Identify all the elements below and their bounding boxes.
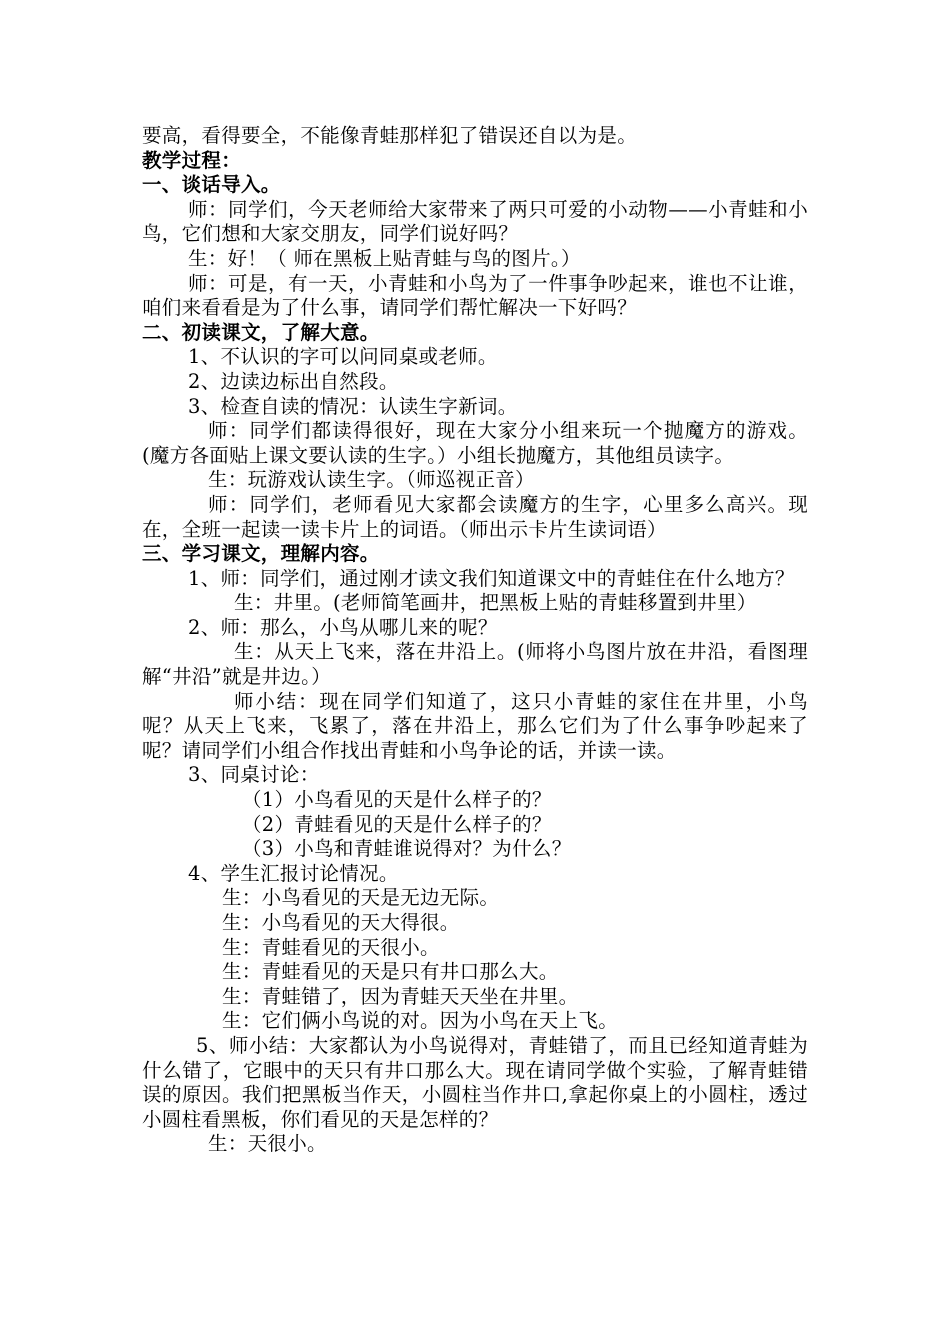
- paragraph: 师：同学们，老师看见大家都会读魔方的生字，心里多么高兴。现在，全班一起读一读卡片上的词语。（师出示卡片生读词语）: [142, 492, 808, 541]
- paragraph: 师：同学们，今天老师给大家带来了两只可爱的小动物——小青蛙和小鸟，它们想和大家交朋友，同学们说好吗？: [142, 197, 808, 246]
- paragraph: 生：从天上飞来，落在井沿上。(师将小鸟图片放在井沿，看图理解“井沿”就是井边。）: [142, 640, 808, 689]
- section-heading-1: 一、谈话导入。: [142, 173, 281, 197]
- answer-line: 生：青蛙错了，因为青蛙天天坐在井里。: [222, 984, 579, 1008]
- sub-list-item: （3）小鸟和青蛙谁说得对？为什么？: [242, 837, 572, 861]
- answer-line: 生：小鸟看见的天大得很。: [222, 911, 460, 934]
- section-heading-2: 二、初读课文，了解大意。: [142, 320, 380, 344]
- paragraph: 师：同学们都读得很好，现在大家分小组来玩一个抛魔方的游戏。(魔方各面贴上课文要认读的生字。）小组长抛魔方，其他组员读字。: [142, 419, 808, 467]
- paragraph: 师：可是，有一天，小青蛙和小鸟为了一件事争吵起来，谁也不让谁，咱们来看看是为了什么事，请同学们帮忙解决一下好吗？: [142, 271, 808, 320]
- answer-line: 生：它们俩小鸟说的对。因为小鸟在天上飞。: [222, 1009, 619, 1033]
- list-item: 2、边读边标出自然段。: [188, 369, 399, 393]
- list-item: 1、不认识的字可以问同桌或老师。: [188, 345, 498, 369]
- sub-list-item: （1）小鸟看见的天是什么样子的？: [242, 788, 552, 812]
- paragraph: 生：天很小。: [208, 1132, 327, 1156]
- document-body: [142, 124, 808, 1157]
- heading-teaching-process: 教学过程：: [142, 148, 242, 172]
- list-item: 3、同桌讨论：: [188, 763, 320, 787]
- answer-line: 生：青蛙看见的天很小。: [222, 935, 440, 959]
- paragraph: 生：好！（ 师在黑板上贴青蛙与鸟的图片。）: [188, 246, 581, 270]
- list-item: 4、学生汇报讨论情况。: [188, 861, 399, 885]
- paragraph-goal-continued: 要高，看得要全，不能像青蛙那样犯了错误还自以为是。: [142, 124, 638, 147]
- section-heading-3: 三、学习课文，理解内容。: [142, 542, 380, 566]
- list-item: 2、师：那么，小鸟从哪儿来的呢？: [188, 615, 498, 639]
- answer-line: 生：小鸟看见的天是无边无际。: [222, 886, 500, 910]
- sub-list-item: （2）青蛙看见的天是什么样子的？: [242, 812, 552, 836]
- paragraph: 5、师小结：大家都认为小鸟说得对，青蛙错了，而且已经知道青蛙为什么错了，它眼中的天只有井口那么大。现在请同学做个实验，了解青蛙错误的原因。我们把黑板当作天，小圆柱当作井口,拿起你桌上的小圆柱，透过小圆柱看黑板，你们看见的天是怎样的？: [142, 1033, 808, 1131]
- paragraph: 师小结：现在同学们知道了，这只小青蛙的家住在井里，小鸟呢？从天上飞来，飞累了，落在井沿上，那么它们为了什么事争吵起来了呢？请同学们小组合作找出青蛙和小鸟争论的话，并读一读。: [142, 689, 808, 762]
- paragraph: 生：玩游戏认读生字。（师巡视正音）: [208, 468, 535, 492]
- list-item: 1、师：同学们，通过刚才读文我们知道课文中的青蛙住在什么地方？: [188, 566, 795, 590]
- list-item: 3、检查自读的情况：认读生字新词。: [188, 394, 518, 418]
- paragraph: 生：井里。(老师简笔画井，把黑板上贴的青蛙移置到井里）: [234, 591, 757, 615]
- answer-line: 生：青蛙看见的天是只有井口那么大。: [222, 960, 559, 984]
